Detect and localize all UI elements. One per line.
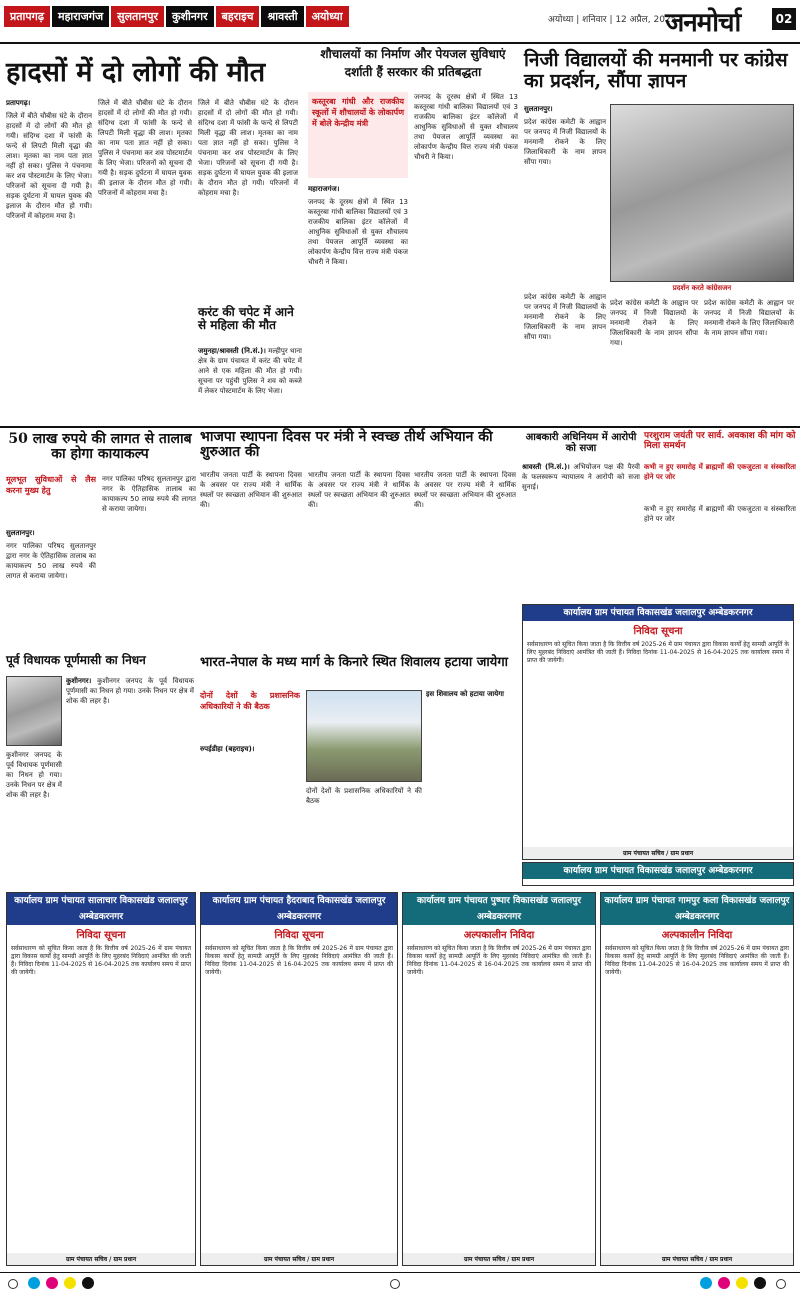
story3-body-cont: प्रदेश कांग्रेस कमेटी के आह्वान पर जनपद में निजी विद्यालयों के मनमानी रोकने के लिए जिलाधिकारी के नाम ज्ञापन सौंपा गया। xyxy=(610,299,698,347)
city-tab[interactable]: अयोध्या xyxy=(306,6,349,27)
story3-body: प्रदेश कांग्रेस कमेटी के आह्वान पर जनपद में निजी विद्यालयों के मनमानी रोकने के लिए जिलाधिकारी के नाम ज्ञापन सौंपा गया। xyxy=(524,293,606,341)
story1-headline: हादसों में दो लोगों की मौत xyxy=(6,57,266,88)
page-number: 02 xyxy=(772,8,796,30)
tender-notice: कार्यालय ग्राम पंचायत गामपुर कला विकासखंड जलालपुर अम्बेडकरनगर अल्पकालीन निविदा सर्वसाधारण को सूचित किया जाता है कि वित्तीय वर्ष 2025-26 में ग्राम पंचायत द्वारा विकास कार्यों हेतु सामग्री आपूर्ति के लिए मुहरबंद निविदाएं आमंत्रित की जाती हैं। निविदा दिनांक 11-04-2025 से 16-04-2025 तक कार्यालय समय में प्राप्त की जायेगी। ग्राम पंचायत सचिव / ग्राम प्रधान xyxy=(600,892,794,1266)
story8-kicker: कभी न हुए समारोह में ब्राह्मणों की एकजुटता व संस्कारिता होने पर जोर xyxy=(644,463,796,481)
brand-logo: जनमोर्चा xyxy=(665,8,741,38)
print-registration-bar xyxy=(0,1272,800,1295)
story10-headline: भारत-नेपाल के मध्य मार्ग के किनारे स्थित शिवालय हटाया जायेगा xyxy=(200,655,509,670)
story1-body-cont2: जिले में बीते चौबीस घंटे के दौरान हादसों में दो लोगों की मौत हो गयी। संदिग्ध दशा में फांसी के फन्दे से लिपटी मिली वृद्धा की लाश। मृतका का नाम पता ज्ञात नहीं हो सका। पुलिस ने पंचनामा कर शव पोस्टमार्टम के लिए भेजा। परिजनों को सूचना दी गयी है। सड़क दुर्घटना में घायल युवक की इलाज के दौरान मौत हो गयी। परिजनों में कोहराम मचा है। xyxy=(198,99,298,197)
registration-mark-icon xyxy=(390,1279,400,1289)
tender-notice-strip: कार्यालय ग्राम पंचायत विकासखंड जलालपुर अम्बेडकरनगर xyxy=(522,862,794,886)
story10-caption: इस शिवालय को हटाया जायेगा xyxy=(426,690,504,698)
story2-body-cont: जनपद के दूरस्थ क्षेत्रों में स्थित 13 कस्तूरबा गांधी बालिका विद्यालयों एवं 3 राजकीय बालिका इंटर कॉलेजों में आधुनिक सुविधाओं से युक्त शौचालय तथा पेयजल आपूर्ति व्यवस्था का लोकार्पण केन्द्रीय वित्त राज्य मंत्री पंकज चौधरी ने किया। xyxy=(414,93,518,161)
story1-body: प्रतापगढ़। जिले में बीते चौबीस घंटे के दौरान हादसों में दो लोगों की मौत हो गयी। संदिग्ध दशा में फांसी के फन्दे से लिपटी मिली वृद्धा की लाश। मृतका का नाम पता ज्ञात नहीं हो सका। पुलिस ने पंचनामा कर शव पोस्टमार्टम के लिए भेजा। परिजनों को सूचना दी गयी है। सड़क दुर्घटना में घायल युवक की इलाज के दौरान मौत हो गयी। परिजनों में कोहराम मचा है। xyxy=(6,99,92,220)
black-swatch-icon xyxy=(82,1277,94,1289)
city-tab[interactable]: कुशीनगर xyxy=(166,6,214,27)
story5-headline: 50 लाख रुपये की लागत से तालाब का होगा कायाकल्प xyxy=(8,431,192,463)
story10-body: रुपईडीहा (बहराइच)। xyxy=(200,745,255,753)
cyan-swatch-icon xyxy=(700,1277,712,1289)
city-tab[interactable]: सुलतानपुर xyxy=(111,6,164,27)
city-tab[interactable]: महाराजगंज xyxy=(52,6,109,27)
tender-notice: कार्यालय ग्राम पंचायत पुष्पार विकासखंड जलालपुर अम्बेडकरनगर अल्पकालीन निविदा सर्वसाधारण को सूचित किया जाता है कि वित्तीय वर्ष 2025-26 में ग्राम पंचायत द्वारा विकास कार्यों हेतु सामग्री आपूर्ति के लिए मुहरबंद निविदाएं आमंत्रित की जाती हैं। निविदा दिनांक 11-04-2025 से 16-04-2025 तक कार्यालय समय में प्राप्त की जायेगी। ग्राम पंचायत सचिव / ग्राम प्रधान xyxy=(402,892,596,1266)
story5-body: सुलतानपुर। नगर पालिका परिषद सुलतानपुर द्वारा नगर के ऐतिहासिक तालाब का कायाकल्प 50 लाख रुपये की लागत से कराया जायेगा। xyxy=(6,529,96,580)
story9-headline: पूर्व विधायक पूर्णमासी का निधन xyxy=(6,653,146,667)
story4-headline: करंट की चपेट में आने से महिला की मौत xyxy=(198,305,294,333)
black-swatch-icon xyxy=(754,1277,766,1289)
story2-body: महाराजगंज। जनपद के दूरस्थ क्षेत्रों में स्थित 13 कस्तूरबा गांधी बालिका विद्यालयों एवं 3 राजकीय बालिका इंटर कॉलेजों में आधुनिक सुविधाओं से युक्त शौचालय तथा पेयजल आपूर्ति व्यवस्था का लोकार्पण केन्द्रीय वित्त राज्य मंत्री पंकज चौधरी ने किया। xyxy=(308,185,408,266)
story7-headline: आबकारी अधिनियम में आरोपी को सजा xyxy=(525,432,637,454)
story1-body-cont: जिले में बीते चौबीस घंटे के दौरान हादसों में दो लोगों की मौत हो गयी। संदिग्ध दशा में फांसी के फन्दे से लिपटी मिली वृद्धा की लाश। मृतका का नाम पता ज्ञात नहीं हो सका। पुलिस ने पंचनामा कर शव पोस्टमार्टम के लिए भेजा। परिजनों को सूचना दी गयी है। सड़क दुर्घटना में घायल युवक की इलाज के दौरान मौत हो गयी। परिजनों में कोहराम मचा है। xyxy=(98,99,192,197)
story2-headline-2: दर्शाती हैं सरकार की प्रतिबद्धता xyxy=(344,65,482,79)
magenta-swatch-icon xyxy=(718,1277,730,1289)
story2-headline-1: शौचालयों का निर्माण और पेयजल सुविधाएं xyxy=(320,47,506,61)
story9-body: कुशीनगर। कुशीनगर जनपद के पूर्व विधायक पूर्णमासी का निधन हो गया। उनके निधन पर क्षेत्र में शोक की लहर है। xyxy=(66,677,194,705)
story3-photo-caption: प्रदर्शन करते कांग्रेसजन xyxy=(672,284,732,292)
story8-headline: परशुराम जयंती पर सार्व. अवकाश की मांग को मिला समर्थन xyxy=(644,431,796,451)
city-tab[interactable]: प्रतापगढ़ xyxy=(4,6,50,27)
city-tab[interactable]: श्रावस्ती xyxy=(261,6,303,27)
story7-body: श्रावस्ती (नि.सं.)। अभियोजन पक्ष की पैरवी के फलस्वरूप न्यायालय ने आरोपी को सजा सुनाई। xyxy=(522,463,640,491)
masthead xyxy=(0,0,800,44)
registration-mark-icon xyxy=(8,1279,18,1289)
story6-body-cont2: भारतीय जनता पार्टी के स्थापना दिवस के अवसर पर राज्य मंत्री ने धार्मिक स्थलों पर स्वच्छता अभियान की शुरुआत की। xyxy=(414,471,516,509)
story9-body-cont: कुशीनगर जनपद के पूर्व विधायक पूर्णमासी का निधन हो गया। उनके निधन पर क्षेत्र में शोक की लहर है। xyxy=(6,751,62,799)
section-rule xyxy=(0,426,800,428)
tender-notice: कार्यालय ग्राम पंचायत हैदराबाद विकासखंड जलालपुर अम्बेडकरनगर निविदा सूचना सर्वसाधारण को सूचित किया जाता है कि वित्तीय वर्ष 2025-26 में ग्राम पंचायत द्वारा विकास कार्यों हेतु सामग्री आपूर्ति के लिए मुहरबंद निविदाएं आमंत्रित की जाती हैं। निविदा दिनांक 11-04-2025 से 16-04-2025 तक कार्यालय समय में प्राप्त की जायेगी। ग्राम पंचायत सचिव / ग्राम प्रधान xyxy=(200,892,398,1266)
magenta-swatch-icon xyxy=(46,1277,58,1289)
story10-kicker: दोनों देशों के प्रशासनिक अधिकारियों ने की बैठक xyxy=(200,691,300,711)
story10-body-cont: दोनों देशों के प्रशासनिक अधिकारियों ने की बैठक xyxy=(306,787,422,805)
issue-date: अयोध्या | शनिवार | 12 अप्रैल, 2025 xyxy=(548,15,677,25)
tender-notice: कार्यालय ग्राम पंचायत सालाचार विकासखंड जलालपुर अम्बेडकरनगर निविदा सूचना सर्वसाधारण को सूचित किया जाता है कि वित्तीय वर्ष 2025-26 में ग्राम पंचायत द्वारा विकास कार्यों हेतु सामग्री आपूर्ति के लिए मुहरबंद निविदाएं आमंत्रित की जाती हैं। निविदा दिनांक 11-04-2025 से 16-04-2025 तक कार्यालय समय में प्राप्त की जायेगी। ग्राम पंचायत सचिव / ग्राम प्रधान xyxy=(6,892,196,1266)
story3-lead: सुलतानपुर। प्रदेश कांग्रेस कमेटी के आह्वान पर जनपद में निजी विद्यालयों के मनमानी रोकने के लिए जिलाधिकारी के नाम ज्ञापन सौंपा गया। xyxy=(524,105,606,166)
story3-headline: निजी विद्यालयों की मनमानी पर कांग्रेस का प्रदर्शन, सौंपा ज्ञापन xyxy=(524,49,788,92)
protest-photo xyxy=(610,104,794,282)
city-tab[interactable]: बहराइच xyxy=(216,6,260,27)
registration-mark-icon xyxy=(776,1279,786,1289)
story6-body: भारतीय जनता पार्टी के स्थापना दिवस के अवसर पर राज्य मंत्री ने धार्मिक स्थलों पर स्वच्छता अभियान की शुरुआत की। xyxy=(200,471,302,509)
story5-kicker: मूलभूत सुविधाओं से लैस करना मुख्य हेतु xyxy=(6,475,96,495)
story5-body-cont: नगर पालिका परिषद सुलतानपुर द्वारा नगर के ऐतिहासिक तालाब का कायाकल्प 50 लाख रुपये की लागत से कराया जायेगा। xyxy=(102,475,196,513)
yellow-swatch-icon xyxy=(64,1277,76,1289)
story8-body: कभी न हुए समारोह में ब्राह्मणों की एकजुटता व संस्कारिता होने पर जोर xyxy=(644,505,796,523)
tender-notice: कार्यालय ग्राम पंचायत विकासखंड जलालपुर अम्बेडकरनगर निविदा सूचना सर्वसाधारण को सूचित किया जाता है कि वित्तीय वर्ष 2025-26 में ग्राम पंचायत द्वारा विकास कार्यों हेतु सामग्री आपूर्ति के लिए मुहरबंद निविदाएं आमंत्रित की जाती हैं। निविदा दिनांक 11-04-2025 से 16-04-2025 तक कार्यालय समय में प्राप्त की जायेगी। ग्राम पंचायत सचिव / ग्राम प्रधान xyxy=(522,604,794,860)
story6-headline: भाजपा स्थापना दिवस पर मंत्री ने स्वच्छ तीर्थ अभियान की शुरुआत की xyxy=(200,429,493,461)
story3-body-cont2: प्रदेश कांग्रेस कमेटी के आह्वान पर जनपद में निजी विद्यालयों के मनमानी रोकने के लिए जिलाधिकारी के नाम ज्ञापन सौंपा गया। xyxy=(704,299,794,337)
story2-kicker: कस्तूरबा गांधी और राजकीय स्कूलों में शौचालयों के लोकार्पण में बोले केन्द्रीय मंत्री xyxy=(308,92,408,178)
cyan-swatch-icon xyxy=(28,1277,40,1289)
yellow-swatch-icon xyxy=(736,1277,748,1289)
city-tabs xyxy=(4,6,349,27)
temple-photo xyxy=(306,690,422,782)
story4-body: जमुनहा/श्रावस्ती (नि.सं.)। मल्हीपुर थाना क्षेत्र के ग्राम पंचायत में करंट की चपेट में आने से एक महिला की मौत हो गयी। सूचना पर पहुंची पुलिस ने शव को कब्जे में लेकर पोस्टमार्टम के लिए भेजा। xyxy=(198,347,302,395)
story6-body-cont: भारतीय जनता पार्टी के स्थापना दिवस के अवसर पर राज्य मंत्री ने धार्मिक स्थलों पर स्वच्छता अभियान की शुरुआत की। xyxy=(308,471,410,509)
obituary-photo xyxy=(6,676,62,746)
